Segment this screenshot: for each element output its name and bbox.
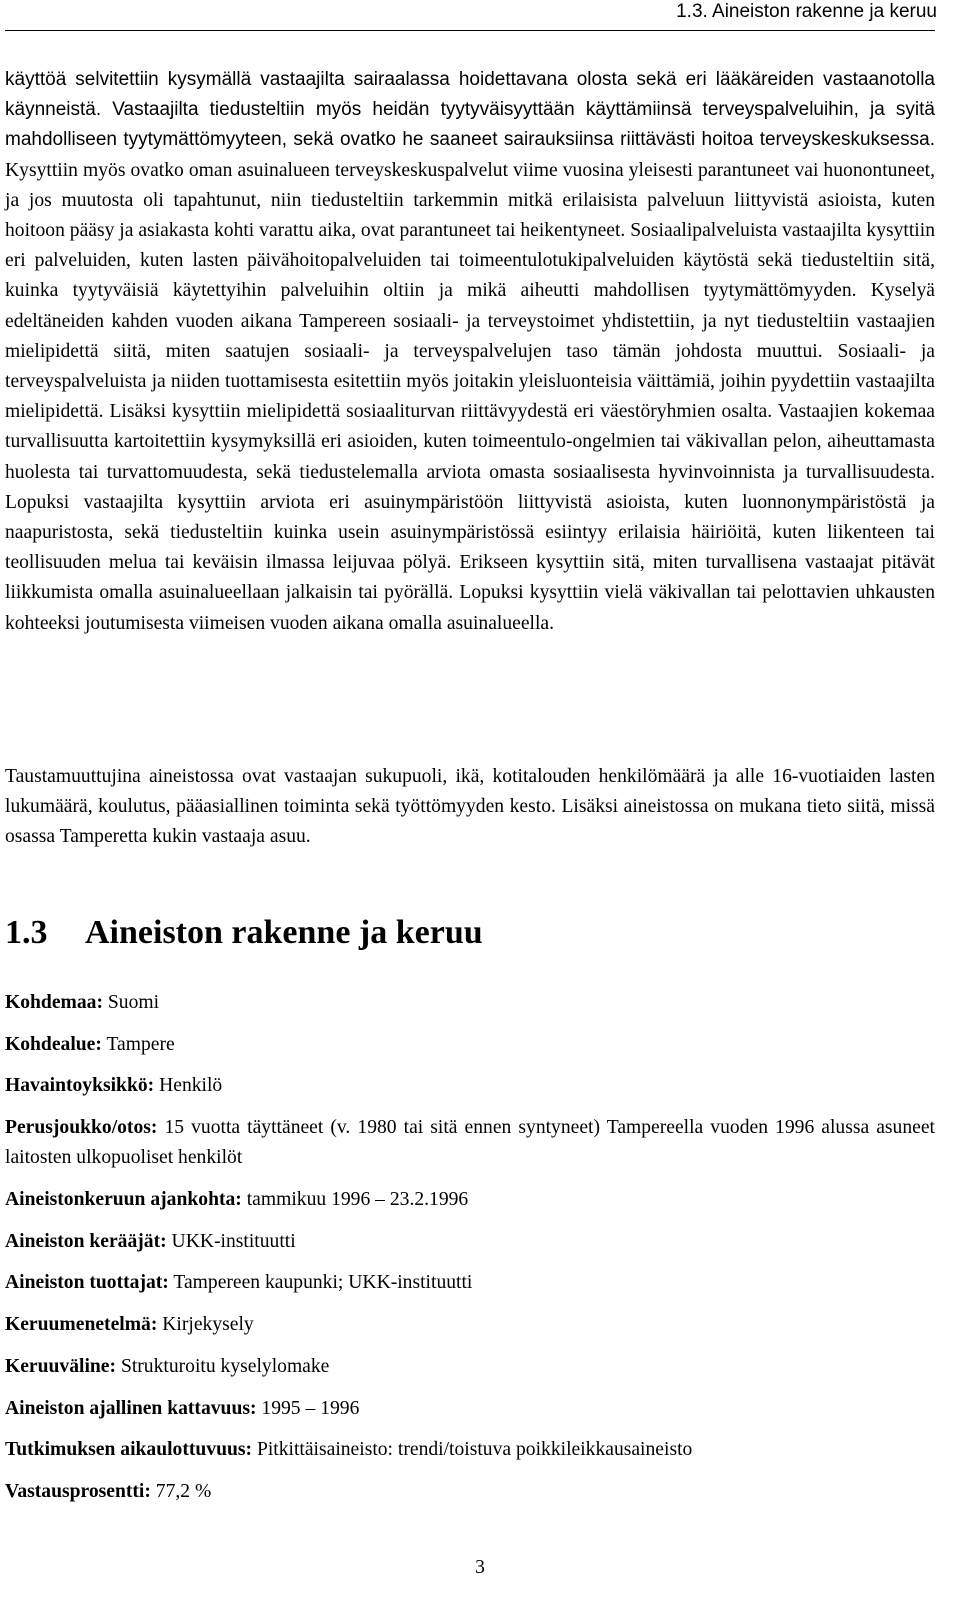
metadata-item-havaintoyksikko [5,1071,935,1101]
metadata-key: Vastausprosentti: [5,1480,151,1502]
metadata-key: Tutkimuksen aikaulottuvuus: [5,1439,253,1461]
metadata-value: Strukturoitu kyselylomake [120,1355,330,1377]
metadata-item-keraajat [5,1227,935,1257]
metadata-key: Aineiston tuottajat: [5,1272,169,1294]
metadata-value: 1995 – 1996 [261,1397,360,1419]
paragraph-1-part-c: Kysyttiin myös ovatko oman asuinalueen terveyskeskuspalvelut viime vuosina yleisesti parantuneet vai huonontuneet, ja jos muutosta oli tapahtunut, niin tiedusteltiin tarkemmin mitkä erilaisista palveluun liittyvistä asioista, kuten hoitoon pääsy ja asiakasta kohti varattu aika, ovat parantuneet tai heikentyneet. Sosiaalipalveluista vastaajilta kysyttiin eri palveluiden, kuten lasten päivähoitopalveluiden tai toimeentulotukipalveluiden käytöstä sekä tiedusteltiin sitä, kuinka tyytyväisiä käytettyihin palveluihin oltiin ja mikä aiheutti mahdollisen tyytymättömyyden. Kyselyä edeltäneiden kahden vuoden aikana Tampereen sosiaali- ja terveystoimet yhdistettiin, ja nyt tiedusteltiin vastaajien mielipidettä siitä, miten saatujen sosiaali- ja terveyspalvelujen taso tämän johdosta muuttui. Sosiaali- ja terveyspalveluista ja niiden tuottamisesta esitettiin myös joitakin yleisluonteisia väittämiä, joihin pyydettiin vastaajilta mielipidettä. Lisäksi kysyttiin mielipidettä sosiaaliturvan riittävyydestä eri väestöryhmien osalta. Vastaajien kokemaa turvallisuutta kartoitettiin kysymyksillä eri asioiden, kuten toimeentulo-ongelmien tai väkivallan pelon, aiheuttamasta huolesta tai turvattomuudesta, sekä tiedustelemalla arviota omasta sosiaalisesta hyvinvoinnista ja turvallisuudesta. Lopuksi vastaajilta kysyttiin arviota eri asuinympäristöön liittyvistä asioista, kuten luonnonympäristöstä ja naapuristosta, sekä tiedusteltiin kuinka usein asuinympäristössä esiintyy erilaisia häiriöitä, kuten liikenteen tai teollisuuden melua tai keväisin ilmassa leijuvaa pölyä. Erikseen kysyttiin sitä, miten turvallisena vastaajat pitävät liikkumista omalla asuinalueellaan jalkaisin tai pyörällä. Lopuksi kysyttiin vielä väkivallan tai pelottavien uhkausten kohteeksi joutumisesta viimeisen vuoden aikana omalla asuinalueella. [5,159,935,634]
metadata-item-kattavuus [5,1394,935,1424]
header-rule [5,30,935,31]
metadata-value: 77,2 % [155,1480,212,1502]
metadata-value: Kirjekysely [162,1314,254,1336]
metadata-value: Henkilö [159,1075,223,1097]
body-paragraph-1 [5,65,935,639]
metadata-item-vastausprosentti [5,1477,935,1507]
metadata-item-keruumenetelma [5,1310,935,1340]
metadata-item-perusjoukko [5,1113,935,1173]
paragraph-1-part-b: Vastaajilta tiedusteltiin myös heidän tyytyväisyyttään käyttämiinsä terveyspalveluihin, ja syitä mahdolliseen tyytymättömyyteen, sekä ovatko he saaneet sairauksiinsa riittävästi hoitoa terveyskeskuksessa. [5,99,935,151]
metadata-list [5,988,935,1519]
paragraph-1-part-a: käyttöä selvitettiin kysymällä vastaajilta sairaalassa hoidettavana olosta sekä eri lääkäreiden vastaanotolla käynneistä. [5,69,935,121]
metadata-key: Kohdemaa: [5,992,103,1013]
metadata-value: Suomi [107,992,160,1013]
metadata-item-tuottajat [5,1268,935,1298]
section-heading [5,908,483,958]
metadata-item-kohdealue [5,1030,935,1060]
metadata-key: Keruuväline: [5,1355,117,1377]
metadata-item-keruuvaline [5,1352,935,1382]
page-number: 3 [475,1557,485,1578]
section-title-text: Aineiston rakenne ja keruu [85,914,483,951]
metadata-key: Perusjoukko/otos: [5,1117,158,1139]
metadata-key: Kohdealue: [5,1033,102,1055]
metadata-key: Aineiston ajallinen kattavuus: [5,1397,257,1419]
metadata-key: Aineistonkeruun ajankohta: [5,1189,242,1211]
metadata-value: Pitkittäisaineisto: trendi/toistuva poikkileikkausaineisto [256,1439,693,1461]
body-paragraph-2: Taustamuuttujina aineistossa ovat vastaajan sukupuoli, ikä, kotitalouden henkilömäärä ja alle 16-vuotiaiden lasten lukumäärä, koulutus, pääasiallinen toiminta sekä työttömyyden kesto. Lisäksi aineistossa on mukana tieto siitä, missä osassa Tamperetta kukin vastaaja asuu. [5,766,935,848]
metadata-value: UKK-instituutti [171,1230,296,1252]
metadata-key: Aineiston kerääjät: [5,1230,167,1252]
metadata-value: 15 vuotta täyttäneet (v. 1980 tai sitä ennen syntyneet) Tampereella vuoden 1996 alussa asuneet laitosten ulkopuoliset henkilöt [5,1117,935,1169]
metadata-item-ajankohta [5,1185,935,1215]
metadata-value: tammikuu 1996 – 23.2.1996 [246,1189,469,1211]
metadata-item-kohdemaa [5,988,935,1018]
section-number: 1.3 [5,914,48,951]
metadata-key: Keruumenetelmä: [5,1314,158,1336]
metadata-item-aikaulottuvuus [5,1435,935,1465]
metadata-key: Havaintoyksikkö: [5,1075,155,1097]
metadata-value: Tampereen kaupunki; UKK-instituutti [173,1272,473,1294]
metadata-value: Tampere [106,1033,175,1055]
running-head: 1.3. Aineiston rakenne ja keruu [676,1,937,22]
